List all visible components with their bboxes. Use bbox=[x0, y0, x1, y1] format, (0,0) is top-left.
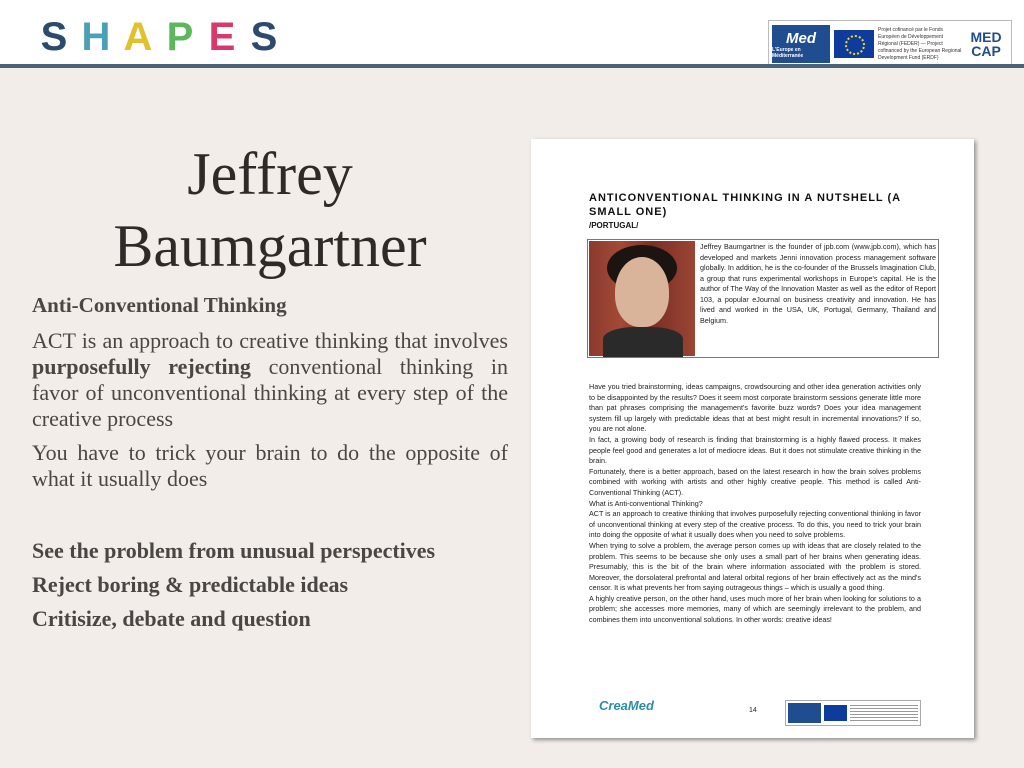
body-paragraph: A highly creative person, on the other hand, uses much more of her brain when looking for solutions to a problem; she accesses more memories, many of which are seemingly irrelevant to the problem, and combines them into unconventional solutions. In other words: creative ideas! bbox=[589, 593, 921, 625]
slide-paragraph-act: ACT is an approach to creative thinking that involves purposefully rejecting conventional thinking in favor of unconventional thinking at every step of the creative process bbox=[32, 328, 508, 431]
creamed-logo: CreaMed bbox=[599, 698, 654, 713]
logo-letter: E bbox=[208, 15, 236, 59]
medcap-logo: MED CAP bbox=[970, 29, 1002, 59]
bullet-item: See the problem from unusual perspectives bbox=[32, 538, 436, 563]
document-subtitle: /PORTUGAL/ bbox=[589, 221, 639, 230]
logo-letter: A bbox=[123, 15, 153, 59]
logo-letter: P bbox=[166, 15, 194, 59]
logo-letter: H bbox=[81, 15, 111, 59]
med-logo-small bbox=[788, 703, 821, 723]
portrait-photo bbox=[589, 241, 695, 356]
logo-letter: S bbox=[250, 15, 278, 59]
bullet-item: Reject boring & predictable ideas bbox=[32, 572, 349, 597]
slide-title: Jeffrey Baumgartner bbox=[113, 141, 427, 279]
slide-bullets bbox=[32, 538, 508, 632]
slide-subhead: Anti-Conventional Thinking bbox=[32, 293, 287, 317]
med-programme-logo: Med L'Europe en Méditerranée bbox=[772, 25, 830, 63]
body-paragraph: When trying to solve a problem, the average person comes up with ideas that are closely related to the problem. This seems to be because she only uses a small part of her brains when generating ideas. Presumably, this is the bit of the brain where information associated with the problem is stored. Moreover, the dorsolateral prefrontal and lateral orbital regions of her brain effectively act as the mind's censor. It is what prevents her from saying outrageous things – which is usually a good thing. bbox=[589, 540, 921, 593]
body-paragraph: What is Anti-conventional Thinking? bbox=[589, 498, 703, 508]
footer-partner-logos bbox=[785, 700, 921, 726]
partner-funding-text: Projet cofinancé par le Fonds Européen de Développement Régional (FEDER) — Project cofinanced by the European Regional Development Fund (ERDF) bbox=[878, 26, 962, 61]
body-paragraph: Have you tried brainstorming, ideas campaigns, crowdsourcing and other idea generation activities only to be disappointed by the results? Does it seem most corporate brainstorm sessions generate little more than pat phrases comprising the management's favorite buzz words? Does your idea management system fill up largely with predictable ideas that at best might result in incremental innovations? If so, you are not alone. bbox=[589, 382, 921, 434]
shapes-logo bbox=[34, 16, 284, 58]
page-number: 14 bbox=[749, 707, 757, 714]
funding-text-small bbox=[850, 705, 918, 721]
bio-text: Jeffrey Baumgartner is the founder of jpb.com (www.jpb.com), which has developed and markets Jenni innovation process management software globally. In addition, he is the co-founder of the Brussels Imagination Club, a group that runs experimental workshops in Europe's capital. He is the author of The Way of the Innovation Master as well as the editor of Report 103, a popular eJournal on business creativity and innovation. He has lived and worked in the USA, UK, Portugal, Germany, Thailand and Belgium. bbox=[700, 242, 936, 325]
document-title: ANTICONVENTIONAL THINKING IN A NUTSHELL (A SMALL ONE) bbox=[589, 192, 901, 218]
eu-flag-icon bbox=[824, 705, 847, 721]
body-paragraph: In fact, a growing body of research is finding that brainstorming is a highly flawed process. It makes people feel good and generates a lot of mediocre ideas. But it does not stimulate creative thinking in the brain. bbox=[589, 434, 921, 466]
slide-paragraph-trick: You have to trick your brain to do the opposite of what it usually does bbox=[32, 440, 508, 491]
bio-box bbox=[587, 239, 939, 358]
logo-letter: S bbox=[40, 15, 68, 59]
partner-logos bbox=[768, 20, 1012, 68]
slide-content bbox=[32, 292, 508, 640]
document-page-image bbox=[531, 139, 974, 738]
header-divider bbox=[0, 64, 1024, 68]
document-body bbox=[589, 382, 921, 626]
body-paragraph: Fortunately, there is a better approach, based on the latest research in how the brain solves problems combined with working with artists and other highly creative people. This method is called Anti-Conventional Thinking (ACT). bbox=[589, 466, 921, 497]
body-paragraph: ACT is an approach to creative thinking that involves purposefully rejecting conventional thinking in favor of unconventional thinking at every step of the creative process. To do this, you need to trick your brain into doing the opposite of what it usually does when you need to solve problems. bbox=[589, 509, 921, 540]
bullet-item: Critisize, debate and question bbox=[32, 606, 311, 631]
header-bar bbox=[0, 0, 1024, 66]
eu-flag-icon bbox=[834, 30, 874, 58]
